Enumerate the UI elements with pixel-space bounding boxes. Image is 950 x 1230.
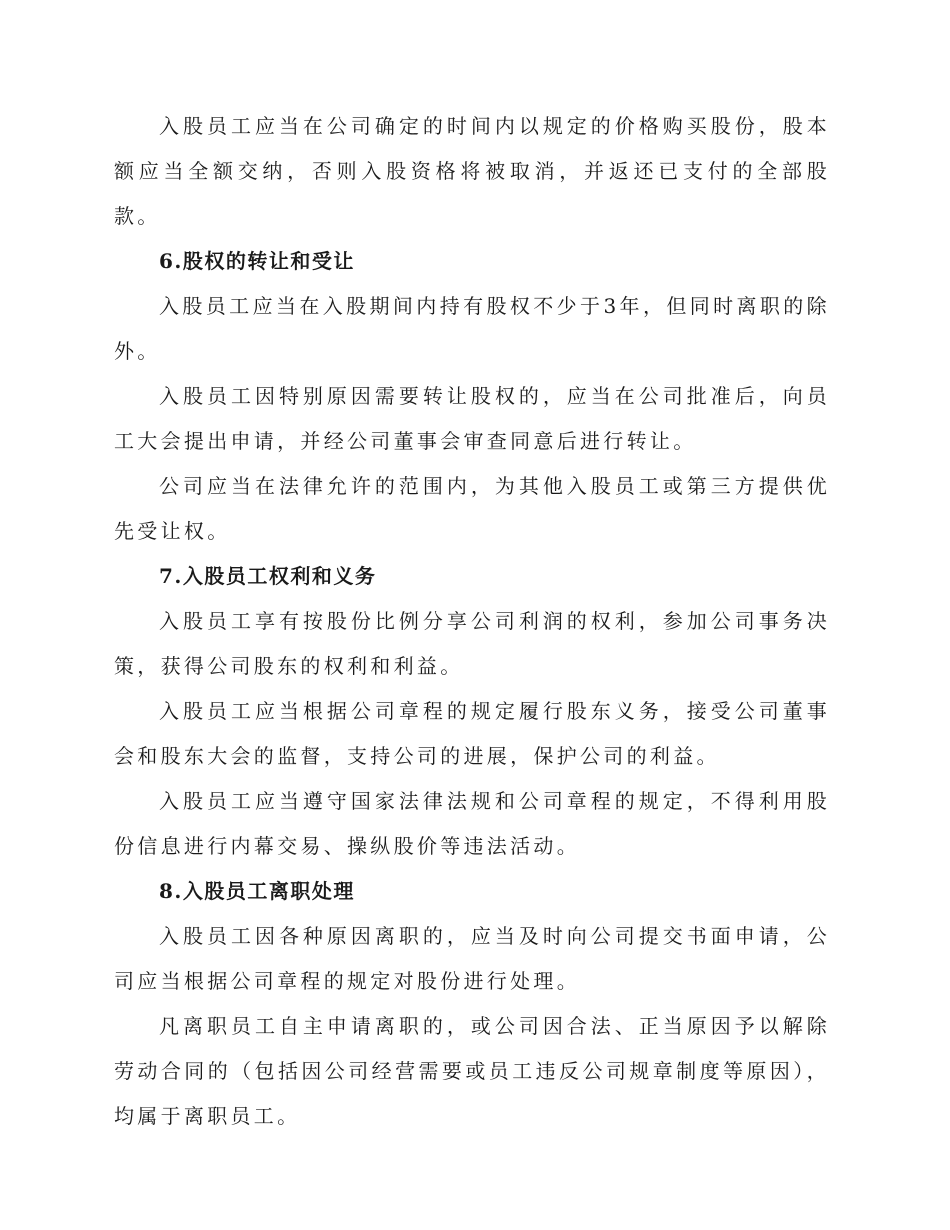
paragraph: 入股员工应当在入股期间内持有股权不少于3年，但同时离职的除外。 — [114, 294, 830, 363]
paragraph: 公司应当在法律允许的范围内，为其他入股员工或第三方提供优先受让权。 — [114, 474, 830, 543]
paragraph: 入股员工因各种原因离职的，应当及时向公司提交书面申请，公司应当根据公司章程的规定对股份进行处理。 — [114, 924, 830, 993]
section-heading-6: 6.股权的转让和受让 — [159, 249, 355, 273]
paragraph: 入股员工应当根据公司章程的规定履行股东义务，接受公司董事会和股东大会的监督，支持公司的进展，保护公司的利益。 — [114, 699, 830, 768]
paragraph: 凡离职员工自主申请离职的，或公司因合法、正当原因予以解除劳动合同的（包括因公司经营需要或员工违反公司规章制度等原因），均属于离职员工。 — [114, 1014, 830, 1128]
section-heading-7: 7.入股员工权利和义务 — [159, 564, 377, 588]
paragraph: 入股员工享有按股份比例分享公司利润的权利，参加公司事务决策，获得公司股东的权利和利益。 — [114, 609, 830, 678]
section-heading-8: 8.入股员工离职处理 — [159, 879, 355, 903]
paragraph: 入股员工应当在公司确定的时间内以规定的价格购买股份，股本额应当全额交纳，否则入股资格将被取消，并返还已支付的全部股款。 — [114, 114, 830, 228]
paragraph: 入股员工因特别原因需要转让股权的，应当在公司批准后，向员工大会提出申请，并经公司董事会审查同意后进行转让。 — [114, 384, 830, 453]
paragraph: 入股员工应当遵守国家法律法规和公司章程的规定，不得利用股份信息进行内幕交易、操纵股价等违法活动。 — [114, 789, 830, 858]
